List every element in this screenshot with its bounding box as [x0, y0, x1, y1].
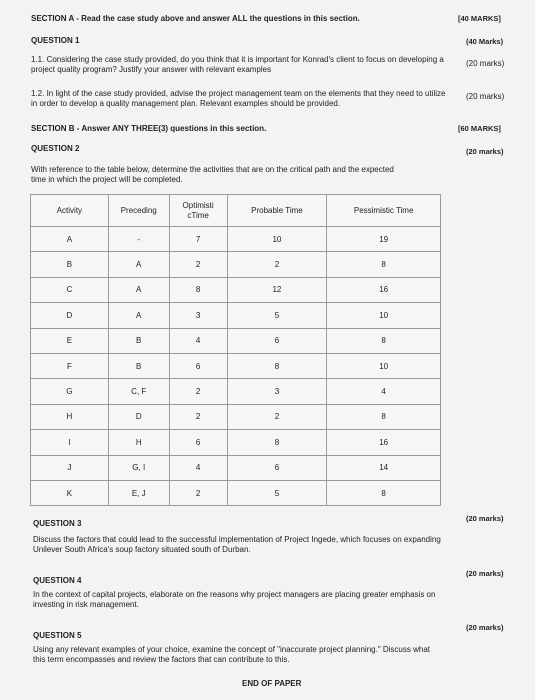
cell-optimistic: 2	[169, 252, 227, 277]
cell-optimistic: 2	[169, 404, 227, 429]
cell-activity: G	[31, 379, 109, 404]
cell-activity: K	[31, 480, 109, 505]
cell-preceding: H	[108, 430, 169, 455]
cell-preceding: C, F	[108, 379, 169, 404]
table-row	[31, 227, 441, 252]
cell-preceding: B	[108, 353, 169, 378]
table-row	[31, 430, 441, 455]
cell-pessimistic: 10	[327, 353, 441, 378]
cell-optimistic: 2	[169, 480, 227, 505]
cell-activity: F	[31, 353, 109, 378]
cell-pessimistic: 8	[327, 328, 441, 353]
cell-preceding: G, I	[108, 455, 169, 480]
cell-preceding: B	[108, 328, 169, 353]
cell-preceding: A	[108, 252, 169, 277]
header-probable: Probable Time	[227, 195, 327, 227]
cell-optimistic: 6	[169, 353, 227, 378]
cell-activity: J	[31, 455, 109, 480]
cell-optimistic: 4	[169, 328, 227, 353]
cell-preceding: E, J	[108, 480, 169, 505]
header-activity: Activity	[31, 195, 109, 227]
cell-probable: 3	[227, 379, 327, 404]
question-3-marks: (20 marks)	[466, 514, 504, 523]
question-4-marks: (20 marks)	[466, 569, 504, 578]
question-1-1-text: 1.1. Considering the case study provided, do you think that it is important for Konrad's client to focus on developing a project quality program? Justify your answer with relevant examples	[31, 55, 444, 74]
cell-activity: C	[31, 277, 109, 302]
cell-optimistic: 7	[169, 227, 227, 252]
section-b-marks: [60 MARKS]	[458, 124, 501, 133]
end-of-paper: END OF PAPER	[242, 679, 302, 688]
cell-activity: B	[31, 252, 109, 277]
question-1-2-text: 1.2. In light of the case study provided, advise the project management team on the elements that they need to utilize in order to develop a quality management plan. Relevant examples should be provided.	[31, 89, 446, 108]
table-row	[31, 379, 441, 404]
question-5-text: Using any relevant examples of your choice, examine the concept of "inaccurate project planning." Discuss what this term encompasses and review the factors that can contribute to this.	[33, 645, 430, 664]
cell-preceding: A	[108, 277, 169, 302]
cell-pessimistic: 8	[327, 480, 441, 505]
cell-activity: A	[31, 227, 109, 252]
header-preceding: Preceding	[108, 195, 169, 227]
cell-activity: E	[31, 328, 109, 353]
cell-activity: D	[31, 303, 109, 328]
table-row	[31, 303, 441, 328]
question-2-text-line2: time in which the project will be completed.	[31, 175, 183, 184]
table-row	[31, 328, 441, 353]
header-optimistic-line2: cTime	[187, 210, 209, 220]
cell-pessimistic: 10	[327, 303, 441, 328]
cell-activity: I	[31, 430, 109, 455]
question-1-marks: (40 Marks)	[466, 37, 504, 46]
cell-probable: 6	[227, 455, 327, 480]
cell-optimistic: 8	[169, 277, 227, 302]
cell-probable: 12	[227, 277, 327, 302]
header-pessimistic: Pessimistic Time	[327, 195, 441, 227]
question-2-marks: (20 marks)	[466, 147, 504, 156]
cell-pessimistic: 16	[327, 277, 441, 302]
cell-optimistic: 3	[169, 303, 227, 328]
table-row	[31, 480, 441, 505]
header-optimistic-line1: Optimisti	[182, 200, 214, 210]
cell-probable: 10	[227, 227, 327, 252]
cell-pessimistic: 16	[327, 430, 441, 455]
header-optimistic	[169, 195, 227, 227]
cell-preceding: D	[108, 404, 169, 429]
cell-probable: 2	[227, 252, 327, 277]
cell-pessimistic: 8	[327, 404, 441, 429]
table-row	[31, 353, 441, 378]
section-b-heading: SECTION B - Answer ANY THREE(3) questions in this section.	[31, 124, 267, 133]
cell-probable: 2	[227, 404, 327, 429]
cell-pessimistic: 4	[327, 379, 441, 404]
cell-optimistic: 4	[169, 455, 227, 480]
table-row	[31, 252, 441, 277]
cell-pessimistic: 19	[327, 227, 441, 252]
table-header-row	[31, 195, 441, 227]
table-row	[31, 455, 441, 480]
table-row	[31, 404, 441, 429]
cell-probable: 8	[227, 430, 327, 455]
question-5-marks: (20 marks)	[466, 623, 504, 632]
cell-preceding: A	[108, 303, 169, 328]
cell-probable: 5	[227, 303, 327, 328]
cell-probable: 8	[227, 353, 327, 378]
question-2-title: QUESTION 2	[31, 144, 80, 153]
question-3-title: QUESTION 3	[33, 519, 82, 528]
question-4-title: QUESTION 4	[33, 576, 82, 585]
section-a-marks: [40 MARKS]	[458, 14, 501, 23]
question-1-1-marks: (20 marks)	[466, 59, 505, 68]
question-1-2-marks: (20 marks)	[466, 92, 505, 101]
section-a-heading: SECTION A - Read the case study above and answer ALL the questions in this section.	[31, 14, 360, 23]
question-1-title: QUESTION 1	[31, 36, 80, 45]
table-row	[31, 277, 441, 302]
question-4-text: In the context of capital projects, elaborate on the reasons why project managers are placing greater emphasis on investing in risk management.	[33, 590, 436, 609]
cell-pessimistic: 14	[327, 455, 441, 480]
question-5-title: QUESTION 5	[33, 631, 82, 640]
cell-probable: 6	[227, 328, 327, 353]
cell-optimistic: 2	[169, 379, 227, 404]
activity-table	[30, 194, 441, 506]
cell-probable: 5	[227, 480, 327, 505]
question-3-text: Discuss the factors that could lead to the successful implementation of Project Ingede, which focuses on expanding Unilever South Africa's soup factory situated south of Durban.	[33, 535, 441, 554]
cell-optimistic: 6	[169, 430, 227, 455]
cell-pessimistic: 8	[327, 252, 441, 277]
cell-activity: H	[31, 404, 109, 429]
question-2-text-line1: With reference to the table below, determine the activities that are on the critical path and the expected	[31, 165, 394, 174]
cell-preceding: -	[108, 227, 169, 252]
